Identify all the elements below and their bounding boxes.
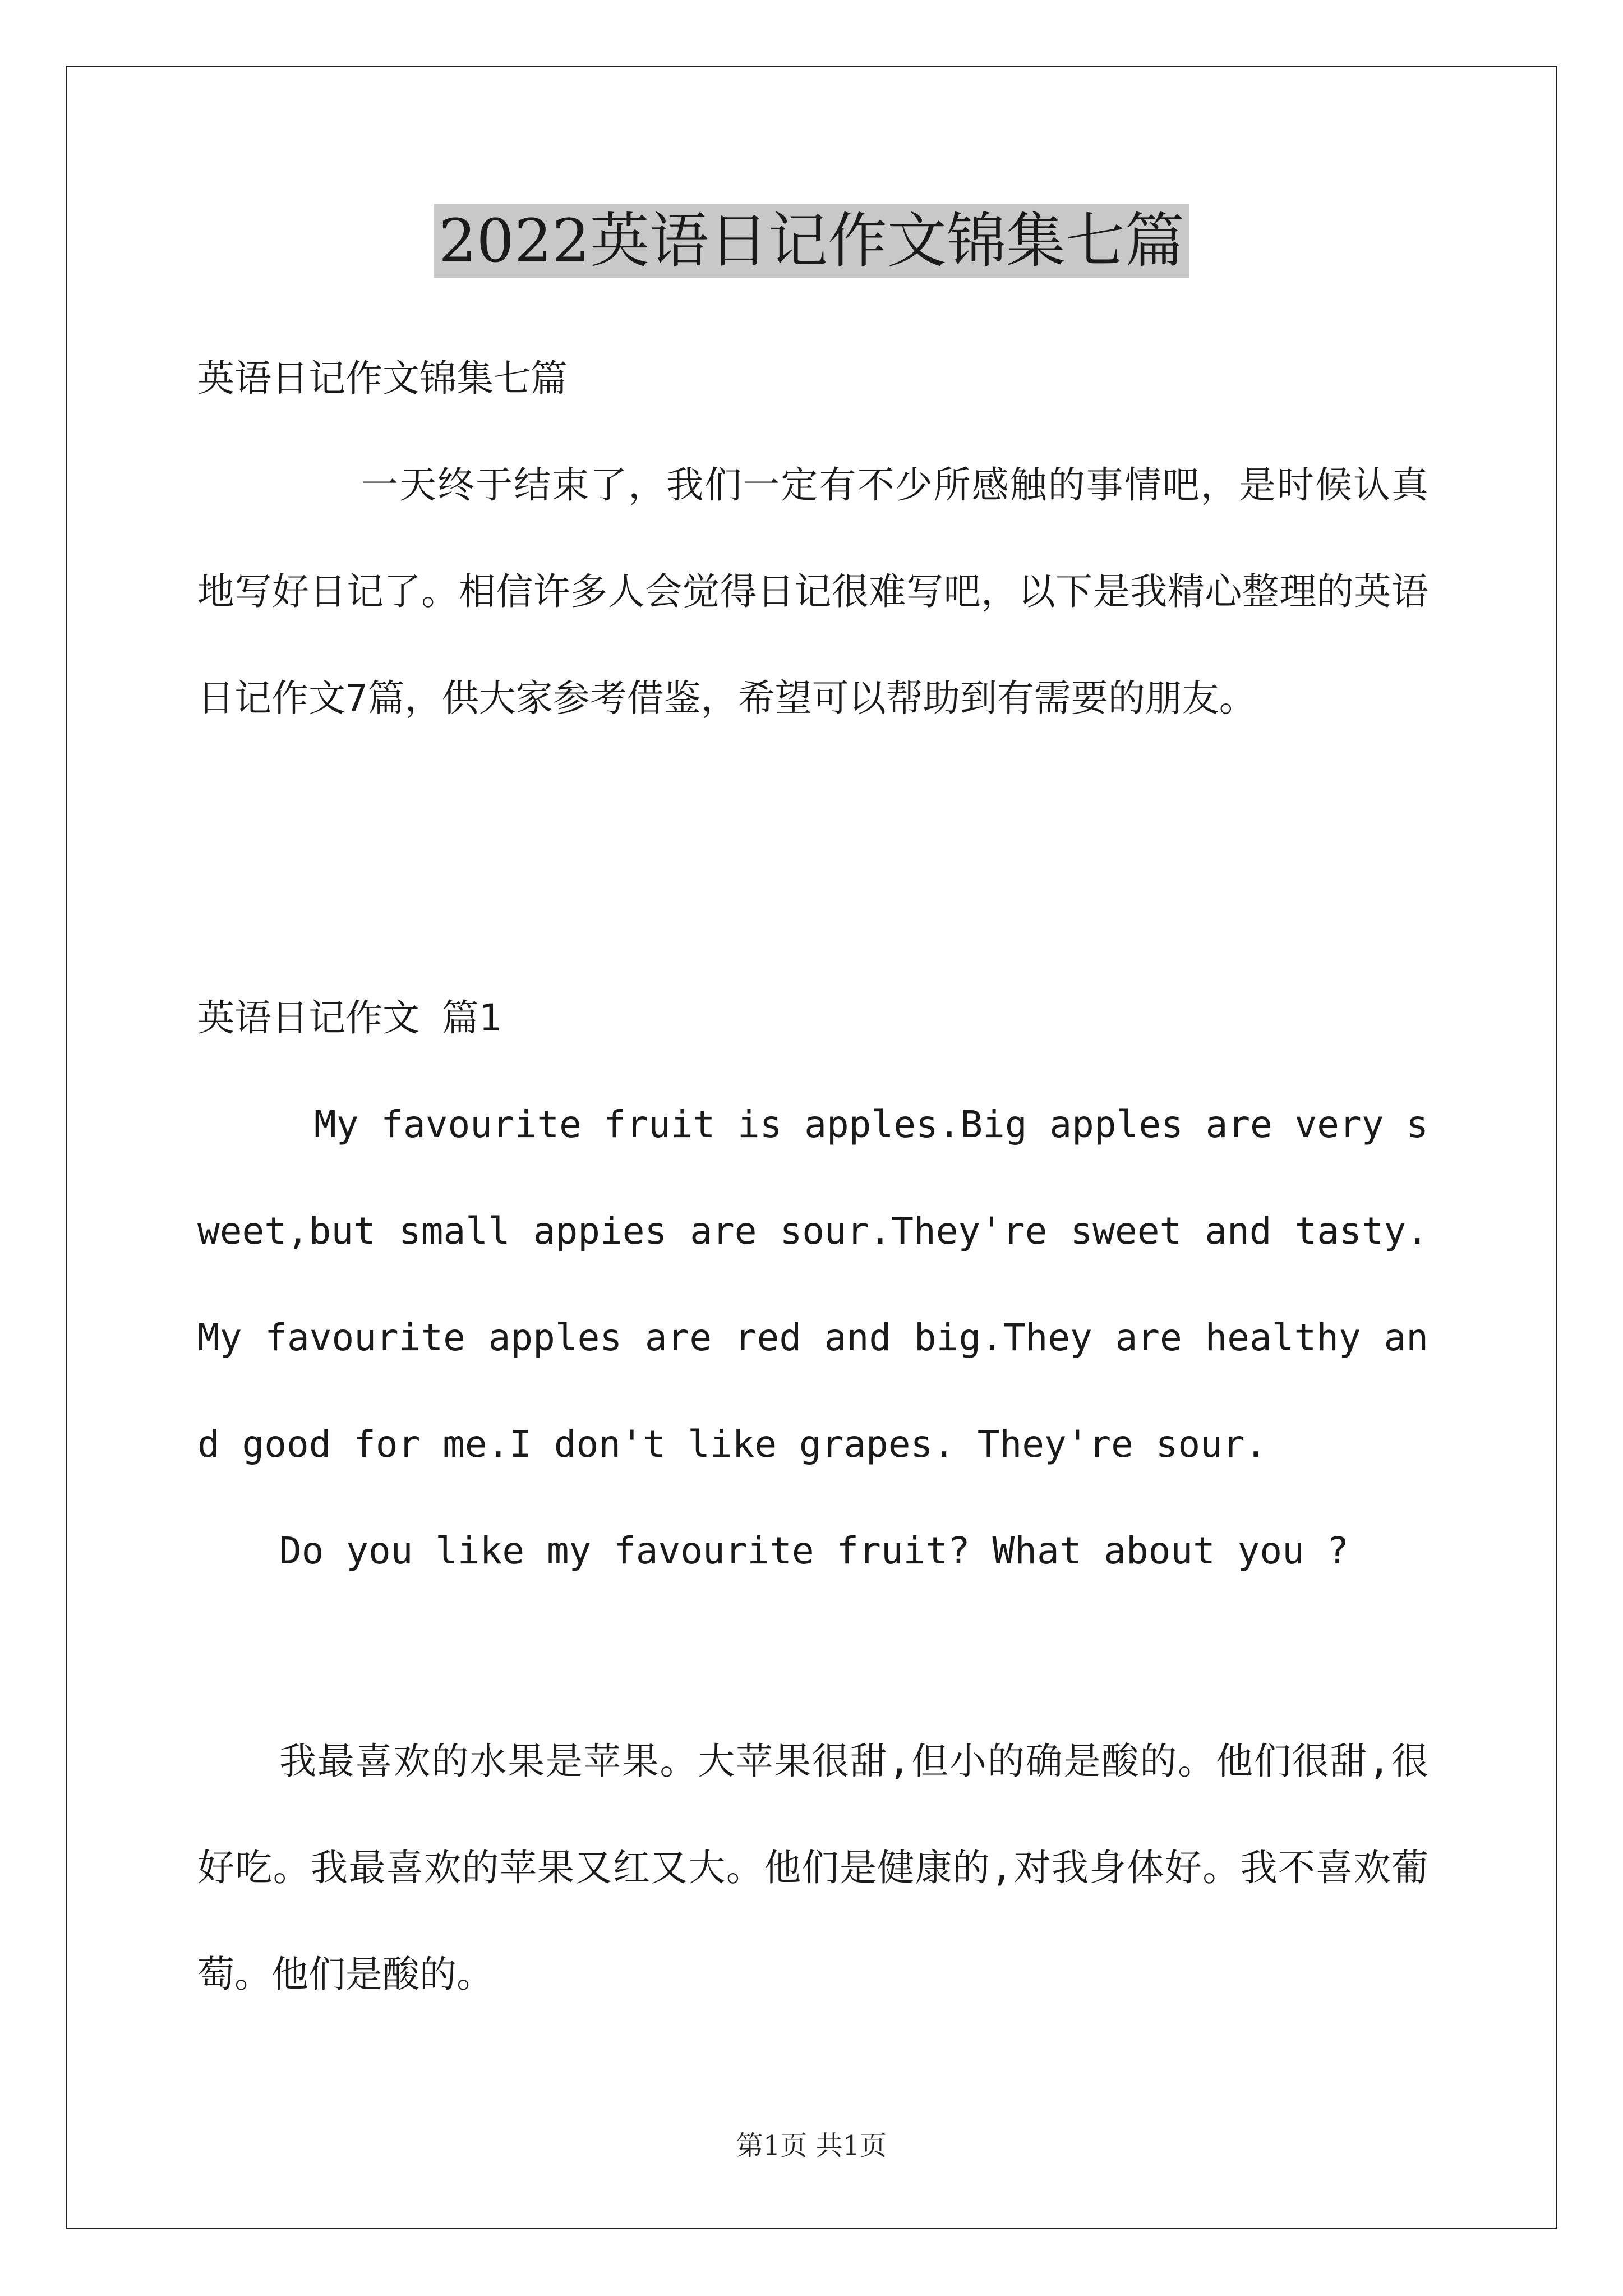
english-paragraph-1: My favourite fruit is apples.Big apples are very sweet,but small appies are sour.They're sweet and tasty.My favourite apples are red and big.They are healthy and good for me.I don't like grapes. They're sour. [197, 1103, 1428, 1466]
document-subtitle: 英语日记作文锦集七篇 [197, 357, 568, 400]
document-body-section [197, 965, 1428, 1604]
document-body-top [197, 325, 1428, 752]
english-paragraph-2: Do you like my favourite fruit? What about you ? [279, 1529, 1349, 1572]
document-title-text: 2022英语日记作文锦集七篇 [434, 204, 1189, 278]
chinese-translation-paragraph: 我最喜欢的水果是苹果。大苹果很甜,但小的确是酸的。他们很甜,很好吃。我最喜欢的苹果又红又大。他们是健康的,对我身体好。我不喜欢葡萄。他们是酸的。 [197, 1740, 1428, 1996]
intro-paragraph: 一天终于结束了，我们一定有不少所感触的事情吧，是时候认真地写好日记了。相信许多人会觉得日记很难写吧，以下是我精心整理的英语日记作文7篇，供大家参考借鉴，希望可以帮助到有需要的朋友。 [197, 463, 1428, 720]
page-footer: 第1页 共1页 [736, 2130, 887, 2161]
document-body-translation [197, 1708, 1428, 2028]
section-heading: 英语日记作文 篇1 [197, 996, 501, 1039]
document-title [0, 205, 1623, 278]
